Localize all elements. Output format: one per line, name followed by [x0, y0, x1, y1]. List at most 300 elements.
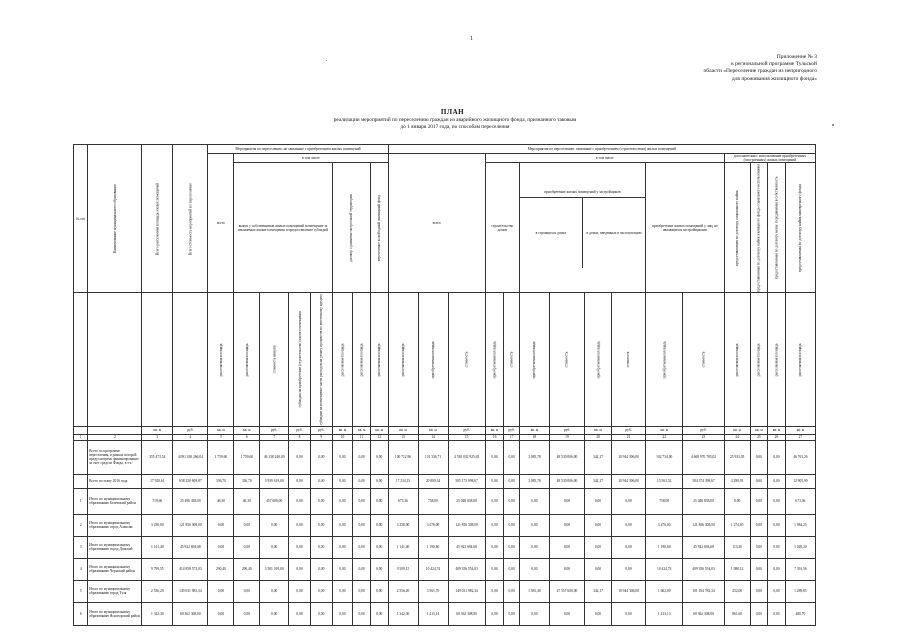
row-value: 0,00 [750, 536, 768, 558]
row-value: 0,00 [611, 602, 645, 625]
row-value: 0,00 [260, 580, 289, 602]
row-value: 1 413,13 [646, 602, 683, 625]
unit-cell: руб. [504, 426, 520, 434]
subheader-area: расселяемая площадь [353, 293, 371, 426]
row-value: 584 374 398,67 [683, 474, 724, 488]
subheader-acquired: приобретаемая площадь [418, 293, 448, 426]
row-value: 0,00 [310, 558, 332, 580]
unit-cell: кв. м [785, 426, 815, 434]
row-value: 0,00 [208, 536, 234, 558]
row-value: 25 933,05 [724, 440, 750, 474]
subheader-area: расселяемая площадь [388, 293, 418, 426]
row-value: 0,00 [289, 536, 311, 558]
row-value: 45 922 694,68 [173, 536, 208, 558]
subheader-compensation: субсидия на приобретение (строительство) жилого помещения [289, 293, 311, 426]
row-value: 0,00 [234, 580, 260, 602]
row-value: 0,00 [504, 558, 520, 580]
row-value: 0,00 [504, 514, 520, 536]
header-ref-d: предоставляемая по договору найма маневренного фонда [785, 163, 815, 293]
annex-line: к региональной программе Тульской [731, 61, 817, 68]
row-value: 1 413,14 [418, 602, 448, 625]
row-value: 0,00 [332, 602, 353, 625]
column-number: 14 [418, 434, 448, 440]
row-value: 290,40 [234, 558, 260, 580]
row-value: 4 091 430 266,04 [173, 440, 208, 474]
row-municipality: Итого по муниципальному образованию Ясногорский район [88, 602, 142, 625]
row-value: 0,00 [519, 514, 549, 536]
row-value: 0,00 [332, 580, 353, 602]
header-contract: договор о развитии застроенной территории [332, 163, 370, 293]
subheader-cost: стоимость [448, 293, 485, 426]
subheader-acquired: приобретаемая площадь [485, 293, 504, 426]
row-value: 1 984,25 [785, 514, 815, 536]
table-row [74, 580, 816, 602]
row-value: 1 190,60 [418, 536, 448, 558]
column-number: 26 [768, 434, 786, 440]
row-value: 342,17 [585, 474, 612, 488]
header-in-total: всего [208, 154, 234, 293]
row-value: 0,00 [750, 440, 768, 474]
row-value: 0,00 [585, 536, 612, 558]
header-reference: дополнительно: использование приобретенных (построенных) жилых помещений [724, 154, 815, 163]
row-value: 0,00 [289, 558, 311, 580]
row-value: 60 362 308,00 [173, 602, 208, 625]
row-number: 3 [74, 536, 88, 558]
row-value: 414 858 573,03 [173, 558, 208, 580]
row-value: 673,36 [785, 488, 815, 514]
row-value: 0,00 [768, 558, 786, 580]
row-value: 0,00 [370, 558, 388, 580]
table-body [74, 440, 816, 625]
row-value: 1 088,12 [724, 558, 750, 580]
row-value: 1 602,00 [646, 580, 683, 602]
column-number: 24 [724, 434, 750, 440]
row-value: 336,70 [234, 474, 260, 488]
header-total-cost: Всего стоимость мероприятий по переселению [173, 145, 208, 293]
row-value: 758,00 [646, 488, 683, 514]
unit-cell: руб. [448, 426, 485, 434]
table-row [74, 514, 816, 536]
row-value: 149 031 982,34 [448, 580, 485, 602]
row-value: 1 141,40 [142, 536, 173, 558]
row-value: 0,00 [768, 602, 786, 625]
row-value: 0,00 [504, 536, 520, 558]
row-value: 0,00 [353, 536, 371, 558]
row-value: 47 557 600,00 [549, 580, 584, 602]
row-value: 336,70 [208, 474, 234, 488]
row-value: 149 031 983,34 [173, 580, 208, 602]
row-value: 0,00 [332, 488, 353, 514]
row-value: 0,00 [260, 602, 289, 625]
row-value: 0,00 [234, 536, 260, 558]
row-value: 0,00 [585, 488, 612, 514]
row-number [74, 440, 88, 474]
row-municipality: Итого по муниципальному образованию город Тула [88, 580, 142, 602]
row-value: 0,00 [208, 514, 234, 536]
row-value: 0,00 [768, 514, 786, 536]
table-row [74, 558, 816, 580]
row-value: 0,00 [310, 536, 332, 558]
table-row [74, 474, 816, 488]
row-value: 0,00 [332, 558, 353, 580]
row-value: 0,00 [585, 514, 612, 536]
row-value: 9 799,55 [142, 558, 173, 580]
row-value: 0,00 [549, 536, 584, 558]
row-value: 409 356 554,03 [683, 558, 724, 580]
row-value: 0,00 [519, 488, 549, 514]
subtitle-line: до 1 января 2017 года, по способам переселения [400, 123, 510, 130]
column-number: 21 [611, 434, 645, 440]
subheader-cost: стоимость [504, 293, 520, 426]
subheader-cost: стоимость [549, 293, 584, 426]
row-value: 0,00 [519, 602, 549, 625]
unit-cell: руб. [173, 426, 208, 434]
row-number: 5 [74, 580, 88, 602]
row-municipality: Итого по муниципальному образованию Белевский район [88, 488, 142, 514]
column-number: 23 [683, 434, 724, 440]
column-number: 15 [448, 434, 485, 440]
row-value: 0,00 [750, 488, 768, 514]
row-value: 25 048 838,00 [448, 488, 485, 514]
row-value: 0,00 [234, 602, 260, 625]
row-value: 0,00 [768, 474, 786, 488]
row-value: 25 048 838,00 [683, 488, 724, 514]
row-value: 0,00 [504, 602, 520, 625]
row-value: 3 476,00 [418, 514, 448, 536]
row-value: 3 258,00 [388, 514, 418, 536]
column-number: 5 [208, 434, 234, 440]
column-number: 3 [142, 434, 173, 440]
row-value: 673,36 [388, 488, 418, 514]
header-in-completed: в домах, введенных в эксплуатацию [582, 198, 645, 268]
column-number: 2 [88, 434, 142, 440]
header-ref-c: предоставляемая по договору мены/ передаваемая в собственность [768, 163, 786, 293]
row-value: 0,00 [310, 474, 332, 488]
row-value: 3 476,00 [646, 514, 683, 536]
row-value: 0,00 [370, 488, 388, 514]
annex-line: Приложение № 3 [776, 54, 817, 60]
annex-line: для проживания жилищного фонда» [731, 75, 817, 82]
row-value: 10 944 306,00 [611, 580, 645, 602]
subheader-acquired: приобретаемая площадь [646, 293, 683, 426]
row-value: 861,60 [724, 602, 750, 625]
row-value: 10 424,74 [418, 558, 448, 580]
row-value: 0,00 [289, 514, 311, 536]
column-number: 18 [519, 434, 549, 440]
row-municipality: Всего по программе переселения, в рамках которой предусмотрено финансирование за счет средств Фонда, в т.ч.: [88, 440, 142, 474]
header-blank [74, 293, 88, 426]
unit-cell: кв. м [768, 426, 786, 434]
row-value: 12 905,90 [785, 474, 815, 488]
unit-cell: руб. [549, 426, 584, 434]
row-value: 0,00 [519, 558, 549, 580]
row-value: 0,00 [310, 580, 332, 602]
subheader-area: расселяемая площадь [370, 293, 388, 426]
page-number: 1 [470, 36, 473, 42]
row-value: 0,00 [519, 536, 549, 558]
header-incl: в том числе [485, 154, 724, 163]
row-value: 658 230 609,87 [173, 474, 208, 488]
row-value: 2 556,20 [388, 580, 418, 602]
table-row [74, 488, 816, 514]
subheader-area: расселяемая площадь [785, 293, 815, 426]
row-value: 7 391,56 [785, 558, 815, 580]
subtitle-line: реализации мероприятий по переселению граждан из аварийного жилищного фонда, признанного таковым [333, 117, 577, 123]
unit-cell: руб. [260, 426, 289, 434]
unit-cell: кв. м [353, 426, 371, 434]
header-incl: в том числе [234, 154, 388, 163]
column-number: 1 [74, 434, 88, 440]
row-value: 48 530 006,00 [549, 474, 584, 488]
row-value: 0,00 [585, 602, 612, 625]
row-value: 0,00 [332, 514, 353, 536]
unit-cell: кв. м [724, 426, 750, 434]
unit-cell: кв. м [388, 426, 418, 434]
row-value: 3 939 619,00 [260, 474, 289, 488]
row-value: 355 473,54 [142, 440, 173, 474]
unit-cell: кв. м [418, 426, 448, 434]
row-value: 46,30 [208, 488, 234, 514]
row-municipality: Итого по муниципальному образованию город Донской [88, 536, 142, 558]
column-number: 10 [332, 434, 353, 440]
header-buyout: выкуп у собственников жилых помещений возмещение за изымаемые жилые помещения и предоставление субсидий [234, 163, 332, 293]
scan-speck [326, 60, 327, 61]
row-value: 1 028,20 [785, 536, 815, 558]
row-value: 0,00 [585, 558, 612, 580]
unit-cell [88, 426, 142, 434]
subheader-area: расселяемая площадь [234, 293, 260, 426]
row-value: 0,00 [353, 580, 371, 602]
column-number: 17 [504, 434, 520, 440]
unit-cell [74, 426, 88, 434]
unit-cell: руб. [310, 426, 332, 434]
column-number: 13 [388, 434, 418, 440]
header-blank [173, 293, 208, 426]
header-in-construction: в строящихся домах [535, 231, 567, 236]
row-value: 10 424,74 [646, 558, 683, 580]
units-row [74, 426, 816, 434]
row-value: 0,00 [353, 474, 371, 488]
column-number: 8 [289, 434, 311, 440]
row-value: 0,00 [310, 488, 332, 514]
row-value: 1 759,60 [208, 440, 234, 474]
row-value: 0,00 [234, 514, 260, 536]
row-value: 0,00 [485, 558, 504, 580]
unit-cell: кв. м [585, 426, 612, 434]
row-value: 0,00 [353, 602, 371, 625]
scan-speck [832, 124, 834, 126]
row-value: 17 234,15 [388, 474, 418, 488]
subheader-area: расселяемая площадь [724, 293, 750, 426]
row-value: 60 362 308,00 [448, 602, 485, 625]
column-number: 4 [173, 434, 208, 440]
row-value: 0,00 [353, 488, 371, 514]
unit-cell: кв. м [234, 426, 260, 434]
subheader-cost: стоимость выкупа [260, 293, 289, 426]
row-value: 0,00 [724, 488, 750, 514]
subheader-area: расселяемая площадь [750, 293, 768, 426]
row-value: 0,00 [289, 488, 311, 514]
column-number: 11 [353, 434, 371, 440]
unit-cell: кв. м [519, 426, 549, 434]
row-value: 15 563,52 [646, 474, 683, 488]
row-value: 0,00 [504, 440, 520, 474]
header-developers-label: приобретение жилых помещений у застройщиков [520, 187, 645, 198]
row-municipality: Всего по этапу 2016 года [88, 474, 142, 488]
header-blank [88, 293, 142, 426]
row-value: 10 944 306,00 [611, 440, 645, 474]
row-value: 0,00 [549, 602, 584, 625]
row-value: 0,00 [611, 536, 645, 558]
row-value: 0,00 [310, 440, 332, 474]
row-value: 3 085,78 [519, 440, 549, 474]
row-value: 0,00 [370, 580, 388, 602]
row-value: 0,00 [750, 602, 768, 625]
row-value: 758,00 [418, 488, 448, 514]
row-value: 0,00 [768, 488, 786, 514]
row-value: 0,00 [260, 536, 289, 558]
subheader-area: расселяемая площадь [208, 293, 234, 426]
column-number: 20 [585, 434, 612, 440]
subheader-cost: стоимость [683, 293, 724, 426]
row-value: 0,00 [289, 474, 311, 488]
header-num: № п/п [74, 145, 88, 293]
unit-cell: руб. [289, 426, 311, 434]
row-value: 0,00 [332, 474, 353, 488]
relocation-plan-table [73, 144, 816, 626]
row-value: 0,00 [353, 514, 371, 536]
row-value: 0,00 [485, 440, 504, 474]
row-number: 4 [74, 558, 88, 580]
unit-cell: кв. м [485, 426, 504, 434]
unit-cell: кв. м [750, 426, 768, 434]
row-value: 0,00 [353, 440, 371, 474]
row-value: 0,00 [353, 558, 371, 580]
row-value: 121 856 308,00 [173, 514, 208, 536]
row-value: 0,00 [485, 536, 504, 558]
row-value: 0,00 [750, 514, 768, 536]
row-value: 0,00 [370, 514, 388, 536]
subheader-cost: стоимость [611, 293, 645, 426]
subheader-subsidy: субсидии на возмещение части расходов на уплату процентов по ипотечному кредиту [310, 293, 332, 426]
annex-line: области «Переселение граждан из непригодного [703, 68, 817, 75]
row-value: 0,00 [310, 602, 332, 625]
row-value: 4 290,91 [724, 474, 750, 488]
row-value: 0,00 [370, 440, 388, 474]
row-value: 505 173 098,67 [448, 474, 485, 488]
row-number: 6 [74, 602, 88, 625]
row-value: 342,17 [585, 440, 612, 474]
column-number: 7 [260, 434, 289, 440]
row-value: 0,00 [332, 536, 353, 558]
row-value: 0,00 [750, 558, 768, 580]
unit-cell: руб. [683, 426, 724, 434]
row-value: 1 141,40 [388, 536, 418, 558]
row-value: 60 362 308,00 [683, 602, 724, 625]
row-value: 9 509,15 [388, 558, 418, 580]
header-free-fund: переселение в свободный жилищный фонд [370, 163, 388, 293]
row-value: 25 496 438,00 [173, 488, 208, 514]
row-value: 17 920,61 [142, 474, 173, 488]
row-value: 457 600,00 [260, 488, 289, 514]
column-number: 16 [485, 434, 504, 440]
row-value: 10 944 306,00 [611, 474, 645, 488]
row-value: 1 190,60 [646, 536, 683, 558]
header-total2: всего [388, 154, 485, 293]
header-non-developers: приобретение жилых помещений у лиц, не являющихся застройщиками [646, 163, 725, 293]
row-value: 0,00 [549, 488, 584, 514]
column-number: 6 [234, 434, 260, 440]
row-value: 0,00 [750, 580, 768, 602]
unit-cell: кв. м [142, 426, 173, 434]
row-value: 290,40 [208, 558, 234, 580]
row-value: 1 759,60 [234, 440, 260, 474]
row-value: 101 336,71 [418, 440, 448, 474]
column-number: 25 [750, 434, 768, 440]
subheader-area: расселяемая площадь [332, 293, 353, 426]
row-value: 46,30 [234, 488, 260, 514]
row-value: 0,00 [485, 488, 504, 514]
row-value: 1 342,30 [142, 602, 173, 625]
row-value: 0,00 [549, 558, 584, 580]
row-value: 0,00 [611, 488, 645, 514]
row-value: 1 581,40 [519, 580, 549, 602]
row-value: 4 530 032 925,65 [448, 440, 485, 474]
row-value: 0,00 [504, 488, 520, 514]
row-value: 1 289,85 [785, 580, 815, 602]
row-municipality: Итого по муниципальному образованию город Алексин [88, 514, 142, 536]
row-value: 113,20 [724, 536, 750, 558]
row-value: 3 561,70 [418, 580, 448, 602]
row-value: 0,00 [260, 514, 289, 536]
row-value: 0,00 [289, 580, 311, 602]
row-value: 0,00 [768, 580, 786, 602]
unit-cell: кв. м [370, 426, 388, 434]
column-number: 9 [310, 434, 332, 440]
row-value: 20 809,34 [418, 474, 448, 488]
row-value: 121 856 308,00 [448, 514, 485, 536]
row-value: 0,00 [370, 474, 388, 488]
row-value: 3 085,78 [519, 474, 549, 488]
row-value: 0,00 [289, 602, 311, 625]
header-related: Мероприятия по переселению, связанные с приобретением (строительством) жилых помещений [388, 145, 816, 154]
table-row [74, 440, 816, 474]
row-value: 1 342,30 [388, 602, 418, 625]
row-number [74, 474, 88, 488]
page-subtitle [240, 117, 670, 131]
row-value: 0,00 [485, 514, 504, 536]
table-row [74, 536, 816, 558]
unit-cell: кв. м [208, 426, 234, 434]
header-blank [142, 293, 173, 426]
header-ref-a: предоставляемая по договору социального найма [724, 163, 750, 293]
header-ref-b: предоставляемая по договору найма жилищного фонда социального использования [750, 163, 768, 293]
row-value: 0,00 [370, 536, 388, 558]
row-value: 121 856 308,00 [683, 514, 724, 536]
annex-block [587, 54, 817, 83]
row-value: 0,00 [370, 602, 388, 625]
header-total-area: Всего расселяемая площадь жилых помещений [142, 145, 173, 293]
table-row [74, 602, 816, 625]
row-value: 45 922 694,68 [683, 536, 724, 558]
row-value: 719,66 [142, 488, 173, 514]
column-number: 22 [646, 434, 683, 440]
row-value: 252,00 [724, 580, 750, 602]
row-number: 2 [74, 514, 88, 536]
row-value: 0,00 [768, 536, 786, 558]
row-number: 1 [74, 488, 88, 514]
row-value: 0,00 [289, 440, 311, 474]
